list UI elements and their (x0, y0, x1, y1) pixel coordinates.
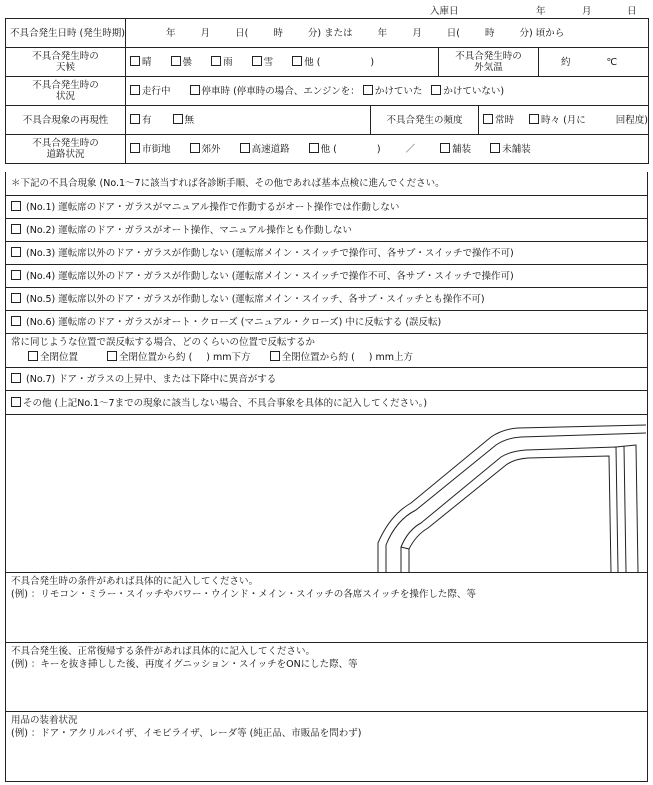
symptom-row-4[interactable] (5, 265, 648, 288)
reverse-above-checkbox[interactable] (270, 351, 280, 361)
recovery-title: 不具合発生後、正常復帰する条件があれば具体的に記入してください。 (11, 646, 316, 657)
freq-options[interactable]: 常時 時々 (月に 回程度) (479, 106, 649, 135)
symptom-3-text: (No.3) 運転席以外のドア・ガラスが作動しない (運転席メイン・スイッチで操作可、各サブ・スイッチで操作不可) (26, 248, 514, 259)
instruction-row (5, 172, 648, 196)
symptom-1-text: (No.1) 運転席のドア・ガラスがマニュアル操作で作動するがオート操作では作動しない (26, 202, 400, 213)
condition-example: (例) ：リモコン・ミラー・スイッチやパワー・ウインド・メイン・スイッチの各席スイッチを操作した際、等 (11, 589, 476, 600)
symptom-4-checkbox[interactable] (11, 270, 21, 280)
repro-yes-checkbox[interactable] (130, 114, 140, 124)
repro-label: 不具合現象の再現性 (6, 106, 126, 135)
instruction-text: ＊下記の不具合現象 (No.1～7に該当すれば各診断手順、その他であれば基本点検に進んでください。 (11, 178, 445, 189)
road-highway-checkbox[interactable] (240, 143, 250, 153)
weather-label: 不具合発生時の 天候 (6, 48, 126, 77)
engine-on-checkbox[interactable] (363, 85, 373, 95)
other-text: その他 (上記No.1～7までの現象に該当しない場合、不具合事象を具体的に記入してください。) (23, 398, 428, 409)
equipment-section[interactable] (5, 712, 648, 782)
recovery-example: (例) ：キーを抜き挿しした後、再度イグニッション・スイッチをONにした際、等 (11, 659, 358, 670)
weather-sunny-checkbox[interactable] (130, 56, 140, 66)
weather-cloudy-checkbox[interactable] (171, 56, 181, 66)
symptom-7-checkbox[interactable] (11, 373, 21, 383)
symptom-1-checkbox[interactable] (11, 201, 21, 211)
road-suburb-checkbox[interactable] (190, 143, 200, 153)
header-day: 日 (627, 6, 637, 17)
occurrence-value[interactable]: 年 月 日( 時 分) または 年 月 日( 時 分) 頃から (126, 19, 649, 48)
symptom-6-text: (No.6) 運転席のドア・ガラスがオート・クローズ (マニュアル・クローズ) 中に反転する (誤反転) (26, 317, 442, 328)
symptom-4-text: (No.4) 運転席以外のドア・ガラスが作動しない (運転席メイン・スイッチで操作不可、各サブ・スイッチで操作可) (26, 271, 514, 282)
symptom-row-3[interactable] (5, 242, 648, 265)
road-city-checkbox[interactable] (130, 143, 140, 153)
symptom-row-6[interactable] (5, 311, 648, 334)
other-checkbox[interactable] (11, 397, 21, 407)
symptom-5-text: (No.5) 運転席以外のドア・ガラスが作動しない (運転席メイン・スイッチ、各サブ・スイッチとも操作不可) (26, 294, 485, 305)
equipment-title: 用品の装着状況 (11, 715, 78, 726)
freq-always-checkbox[interactable] (483, 114, 493, 124)
road-label: 不具合発生時の 道路状況 (6, 135, 126, 164)
freq-label: 不具合発生の頻度 (371, 106, 479, 135)
weather-snow-checkbox[interactable] (252, 56, 262, 66)
symptom-3-checkbox[interactable] (11, 247, 21, 257)
temp-value[interactable]: 約 ℃ (539, 48, 649, 77)
symptom-5-checkbox[interactable] (11, 293, 21, 303)
header-year: 年 (536, 6, 546, 17)
status-options[interactable]: 走行中 停車時 (停車時の場合、エンジンを： かけていた かけていない) (126, 77, 649, 106)
reverse-question: 常に同じような位置で誤反転する場合、どのくらいの位置で反転するか (11, 337, 316, 348)
engine-off-checkbox[interactable] (431, 85, 441, 95)
road-paved-checkbox[interactable] (440, 143, 450, 153)
occurrence-label: 不具合発生日時 (発生時期) (6, 19, 126, 48)
symptom-row-7[interactable] (5, 368, 648, 391)
symptom-6-checkbox[interactable] (11, 316, 21, 326)
entry-date-label: 入庫日 (430, 6, 459, 17)
equipment-example: (例) ：ドア・アクリルバイザ、イモビライザ、レーダ等 (純正品、市販品を問わず) (11, 728, 362, 739)
weather-rain-checkbox[interactable] (211, 56, 221, 66)
road-unpaved-checkbox[interactable] (490, 143, 500, 153)
other-description-area[interactable] (5, 415, 648, 573)
reverse-position-row[interactable]: 常に同じような位置で誤反転する場合、どのくらいの位置で反転するか 全閉位置 全閉位置から約 ( ) mm下方 全閉位置から約 ( ) mm上方 (5, 334, 648, 368)
header (0, 0, 653, 18)
condition-title: 不具合発生時の条件があれば具体的に記入してください。 (11, 576, 259, 587)
weather-options[interactable]: 晴 曇 雨 雪 他 ( ) (126, 48, 439, 77)
condition-section[interactable] (5, 573, 648, 643)
info-table (5, 18, 649, 164)
freq-sometimes-checkbox[interactable] (529, 114, 539, 124)
status-driving-checkbox[interactable] (130, 85, 140, 95)
reverse-below-checkbox[interactable] (107, 351, 117, 361)
symptom-row-1[interactable] (5, 196, 648, 219)
symptom-2-text: (No.2) 運転席のドア・ガラスがオート操作、マニュアル操作とも作動しない (26, 225, 352, 236)
road-other-checkbox[interactable] (309, 143, 319, 153)
road-options[interactable]: 市街地 郊外 高速道路 他 ( ) ／ 舗装 未舗装 (126, 135, 649, 164)
car-door-window-illustration (6, 415, 649, 573)
reverse-closed-checkbox[interactable] (28, 351, 38, 361)
temp-label: 不具合発生時の 外気温 (439, 48, 539, 77)
symptom-row-5[interactable] (5, 288, 648, 311)
status-label: 不具合発生時の 状況 (6, 77, 126, 106)
weather-other-checkbox[interactable] (292, 56, 302, 66)
symptom-2-checkbox[interactable] (11, 224, 21, 234)
symptom-7-text: (No.7) ドア・ガラスの上昇中、または下降中に異音がする (26, 374, 277, 385)
symptom-row-2[interactable] (5, 219, 648, 242)
status-stopped-checkbox[interactable] (190, 85, 200, 95)
header-month: 月 (582, 6, 592, 17)
repro-options[interactable]: 有 無 (126, 106, 371, 135)
repro-no-checkbox[interactable] (173, 114, 183, 124)
other-row[interactable] (5, 391, 648, 415)
recovery-section[interactable] (5, 643, 648, 712)
